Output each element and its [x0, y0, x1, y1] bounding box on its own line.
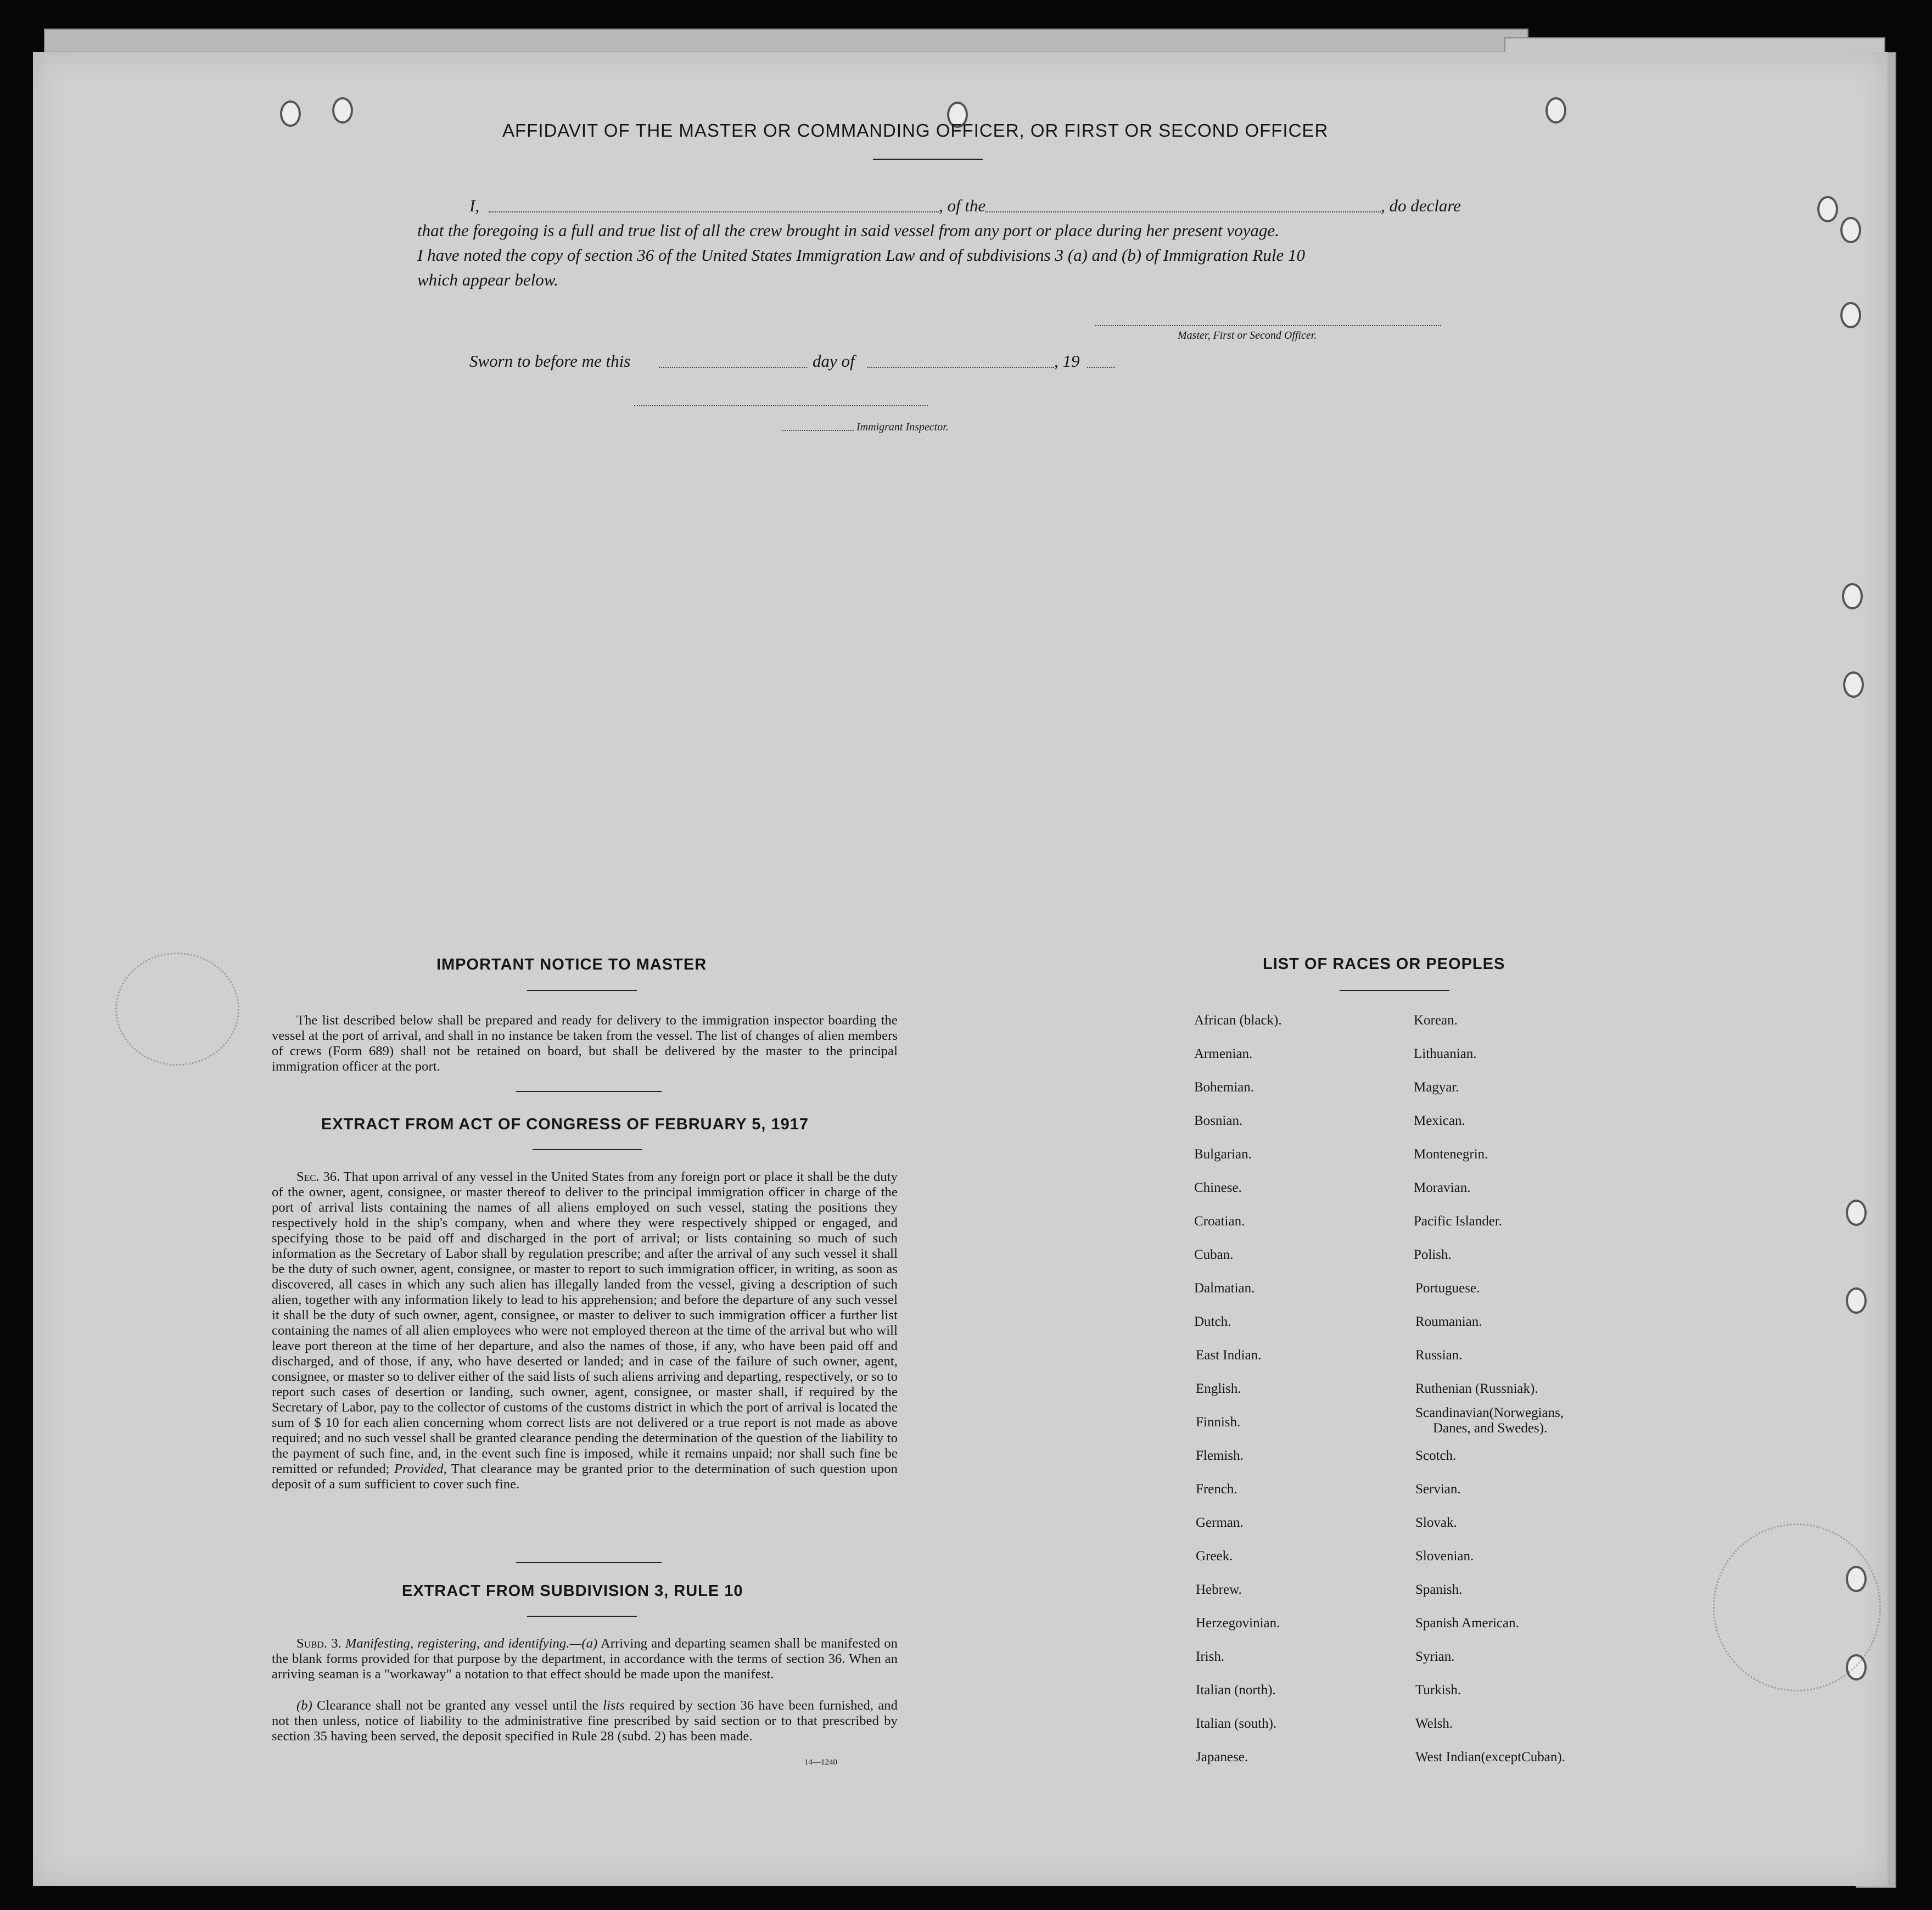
rule-b-lists: lists	[603, 1698, 625, 1713]
affidavit-do-declare: , do declare	[1381, 196, 1461, 215]
race-item: Portuguese.	[1415, 1281, 1480, 1296]
notice-title: IMPORTANT NOTICE TO MASTER	[436, 956, 707, 973]
signature-field[interactable]	[1095, 325, 1441, 326]
rule-b-text-1: Clearance shall not be granted any vessel until the	[317, 1698, 598, 1713]
race-item: Italian (south).	[1196, 1716, 1277, 1731]
document-page	[33, 52, 1888, 1886]
name-field[interactable]	[489, 211, 939, 212]
race-item: East Indian.	[1196, 1348, 1262, 1363]
race-item: Slovenian.	[1415, 1549, 1474, 1564]
race-item: Hebrew.	[1196, 1582, 1242, 1597]
punch-hole	[280, 100, 301, 127]
race-item: Italian (north).	[1196, 1683, 1276, 1698]
day-of-text: day of	[813, 351, 855, 371]
race-item: Scandinavian(Norwegians,	[1415, 1405, 1564, 1420]
divider	[527, 1616, 637, 1617]
divider	[533, 1149, 642, 1150]
races-title: LIST OF RACES OR PEOPLES	[1263, 955, 1505, 973]
rule-subd-title: Manifesting, registering, and identifying.—(a)	[345, 1636, 598, 1651]
punch-hole	[1840, 217, 1861, 243]
affidavit-line-3: I have noted the copy of section 36 of the United States Immigration Law and of subdivisions 3 (a) and (b) of Immigration Rule 10	[417, 245, 1305, 265]
race-item: Japanese.	[1196, 1750, 1248, 1765]
divider	[516, 1562, 662, 1563]
race-item: Finnish.	[1196, 1415, 1241, 1430]
race-item: Spanish.	[1415, 1582, 1463, 1597]
rule-text-b	[272, 1698, 898, 1744]
race-item: Syrian.	[1415, 1649, 1455, 1664]
affidavit-title: AFFIDAVIT OF THE MASTER OR COMMANDING OFFICER, OR FIRST OR SECOND OFFICER	[502, 120, 1329, 141]
race-item: African (black).	[1194, 1013, 1282, 1028]
race-item: Cuban.	[1194, 1247, 1234, 1262]
race-item: Lithuanian.	[1414, 1046, 1477, 1061]
race-item: English.	[1196, 1381, 1241, 1396]
inspector-label: Immigrant Inspector.	[856, 421, 949, 433]
race-item: Scotch.	[1415, 1448, 1457, 1463]
punch-hole	[1817, 196, 1838, 222]
vessel-field[interactable]	[985, 211, 1381, 212]
year-text: , 19	[1054, 351, 1080, 371]
sworn-year-field[interactable]	[1087, 367, 1115, 368]
race-item: Korean.	[1414, 1013, 1458, 1028]
act-title: EXTRACT FROM ACT OF CONGRESS OF FEBRUARY 5, 1917	[321, 1116, 809, 1133]
punch-hole	[332, 97, 353, 124]
race-item: Dutch.	[1194, 1314, 1231, 1329]
notice-text: The list described below shall be prepared and ready for delivery to the immigration inspector boarding the vessel at the port of arrival, and shall in no instance be taken from the vessel. The list of changes of alien members of crews (Form 689) shall not be retained on board, but shall be delivered by the master to the principal immigration officer at the port.	[272, 1013, 898, 1074]
race-item: Armenian.	[1194, 1046, 1253, 1061]
race-item: West Indian(exceptCuban).	[1415, 1750, 1565, 1765]
form-number: 14—1240	[804, 1758, 837, 1767]
rule-text-a	[272, 1636, 898, 1682]
divider	[873, 159, 983, 160]
punch-hole	[1545, 97, 1566, 124]
race-item: Irish.	[1196, 1649, 1225, 1664]
punch-hole	[1842, 583, 1863, 609]
race-item: Spanish American.	[1415, 1616, 1519, 1631]
rule-b-label: (b)	[296, 1698, 312, 1713]
race-item: Roumanian.	[1415, 1314, 1482, 1329]
race-item-continuation: Danes, and Swedes).	[1433, 1421, 1548, 1436]
divider	[516, 1091, 662, 1092]
race-item: Ruthenian (Russniak).	[1415, 1381, 1538, 1396]
divider	[527, 990, 637, 991]
race-item: Servian.	[1415, 1482, 1461, 1497]
punch-hole	[1843, 671, 1864, 698]
race-item: Bohemian.	[1194, 1080, 1255, 1095]
act-sec-label: Sec. 36.	[296, 1169, 340, 1184]
rule-title: EXTRACT FROM SUBDIVISION 3, RULE 10	[402, 1582, 743, 1600]
race-item: Polish.	[1414, 1247, 1452, 1262]
act-text	[272, 1169, 898, 1492]
race-item: German.	[1196, 1515, 1244, 1530]
race-item: Russian.	[1415, 1348, 1463, 1363]
affidavit-line-2: that the foregoing is a full and true list of all the crew brought in said vessel from any port or place during her present voyage.	[417, 221, 1279, 240]
faint-stamp	[115, 953, 239, 1066]
race-item: Greek.	[1196, 1549, 1233, 1564]
sworn-text: Sworn to before me this	[469, 351, 631, 371]
inspector-field[interactable]	[634, 405, 928, 406]
race-item: Welsh.	[1415, 1716, 1453, 1731]
rule-subd-label: Subd. 3.	[296, 1636, 341, 1651]
page-edge	[44, 29, 1528, 53]
race-item: Magyar.	[1414, 1080, 1459, 1095]
punch-hole	[1846, 1200, 1867, 1226]
sworn-day-field[interactable]	[659, 367, 807, 368]
act-body: That upon arrival of any vessel in the United States from any foreign port or place it shall be the duty of the owner, agent, consignee, or master thereof to deliver to the principal immigration officer in charge of the port of arrival lists containing the names of all aliens employed on such vessel, stating the positions they respectively hold in the ship's company, when and where they were respectively shipped or engaged, and specifying those to be paid off and discharged in the port of arrival; or lists containing so much of such information as the Secretary of Labor shall by regulation prescribe; and after the arrival of any such vessel it shall be the duty of such owner, agent, consignee, or master to report to such immigration officer, in writing, as soon as discovered, all cases in which any such alien has illegally landed from the vessel, giving a description of such alien, together with any information likely to lead to his apprehension; and before the departure of any such vessel it shall be the duty of such owner, agent, consignee, or master to deliver to such immigration officer a further list containing the names of all alien employees who were not employed thereon at the time of the arrival but who will leave port thereon at the time of her departure, and also the names of those, if any, who have been paid off and discharged, and of those, if any, who have deserted or landed; and in case of the failure of such owner, agent, consignee, or master so to deliver either of the said lists of such aliens arriving and departing, respectively, or so to report such cases of desertion or landing, such owner, agent, consignee, or master shall, if required by the Secretary of Labor, pay to the collector of customs of the customs district in which the port of arrival is located the sum of $ 10 for each alien concerning whom correct lists are not delivered or a true report is not made as above required; and no such vessel shall be granted clearance pending the determination of the question of the liability to the payment of such fine, and, in the event such fine is imposed, while it remains unpaid; nor shall such fine be remitted or refunded;	[272, 1169, 898, 1476]
sworn-month-field[interactable]	[867, 367, 1054, 368]
inspector-dots	[782, 430, 854, 431]
race-item: Moravian.	[1414, 1180, 1471, 1195]
act-provided: Provided,	[394, 1461, 447, 1476]
race-item: Croatian.	[1194, 1214, 1245, 1229]
rule-b-text-2: required by section 36 have been furnished, and not then unless, notice of liability to the administrative fine prescribed by said section or to that prescribed by section 35 having been served, the deposit specified in Rule 28 (subd. 2) has been made.	[272, 1698, 898, 1744]
signature-label: Master, First or Second Officer.	[1178, 329, 1317, 341]
rule-a-text: Arriving and departing seamen shall be manifested on the blank forms provided for that purpose by the department, in accordance with the terms of section 36. When an arriving seaman is a "workaway" a notation to that effect should be made upon the manifest.	[272, 1636, 898, 1682]
affidavit-of-the: , of the	[939, 196, 986, 215]
faint-stamp	[1713, 1523, 1881, 1691]
act-body-end: That clearance may be granted prior to the determination of such question upon deposit of a sum sufficient to cover such fine.	[272, 1461, 898, 1492]
affidavit-line-4: which appear below.	[417, 270, 558, 289]
race-item: Mexican.	[1414, 1113, 1465, 1128]
race-item: Bosnian.	[1194, 1113, 1243, 1128]
race-item: Turkish.	[1415, 1683, 1461, 1698]
race-item: Montenegrin.	[1414, 1147, 1488, 1162]
punch-hole	[1840, 302, 1861, 328]
race-item: Herzegovinian.	[1196, 1616, 1280, 1631]
affidavit-i: I,	[469, 196, 480, 215]
divider	[1340, 990, 1449, 991]
punch-hole	[1846, 1287, 1867, 1314]
race-item: Slovak.	[1415, 1515, 1457, 1530]
race-item: Flemish.	[1196, 1448, 1244, 1463]
race-item: Pacific Islander.	[1414, 1214, 1503, 1229]
race-item: French.	[1196, 1482, 1237, 1497]
race-item: Dalmatian.	[1194, 1281, 1255, 1296]
race-item: Bulgarian.	[1194, 1147, 1252, 1162]
race-item: Chinese.	[1194, 1180, 1242, 1195]
